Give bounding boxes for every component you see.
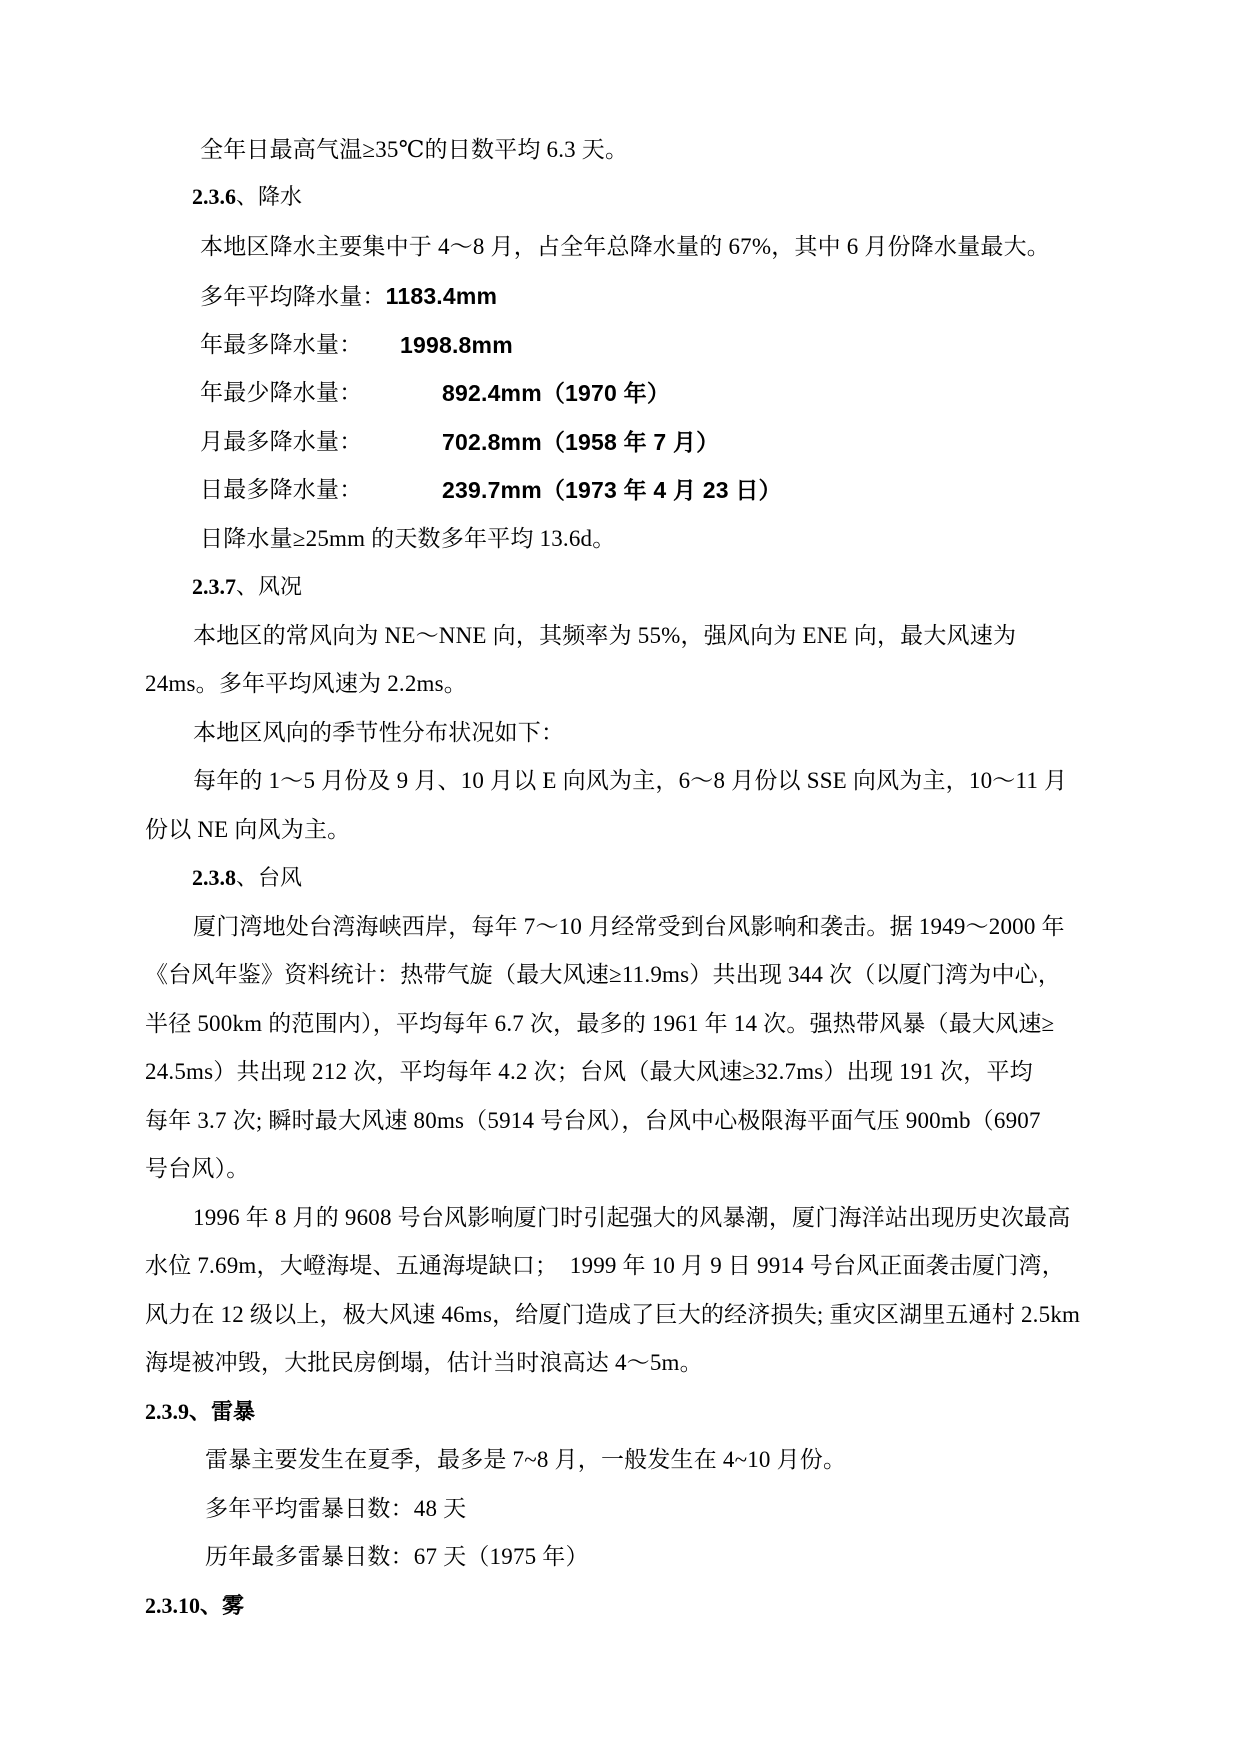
stat-row-max-thunder-days: 历年最多雷暴日数：67 天（1975 年） [205,1544,589,1569]
stat-label: 年最少降水量： [200,380,363,405]
paragraph-hot-days: 全年日最高气温≥35℃的日数平均 6.3 天。 [200,137,629,162]
section-heading-thunderstorm: 2.3.9、雷暴 [145,1399,256,1424]
section-heading-typhoon [192,863,302,893]
paragraph-typhoon-line-6: 号台风）。 [145,1156,250,1181]
section-number: 2.3.6 [192,184,236,209]
stat-row-annual-max-precip [200,330,513,360]
stat-row-daily-max-precip [200,475,782,505]
stat-row-monthly-max-precip [200,427,720,457]
stat-value: 702.8mm（1958 年 7 月） [442,429,720,455]
paragraph-wind-line-1: 本地区的常风向为 NE～NNE 向，其频率为 55%，强风向为 ENE 向，最大风速为 [193,623,1017,648]
paragraph-heavy-rain-days: 日降水量≥25mm 的天数多年平均 13.6d。 [200,526,616,551]
section-title: 台风 [258,865,303,890]
stat-label: 日最多降水量： [200,477,363,502]
paragraph-storm-surge-line-1: 1996 年 8 月的 9608 号台风影响厦门时引起强大的风暴潮，厦门海洋站出现历史次最高 [193,1205,1071,1230]
paragraph-wind-seasonal-line-2: 份以 NE 向风为主。 [145,817,351,842]
section-separator: 、 [236,184,259,209]
paragraph-storm-surge-line-3: 风力在 12 级以上，极大风速 46ms，给厦门造成了巨大的经济损失; 重灾区湖里五通村 2.5km [145,1302,1081,1327]
paragraph-typhoon-line-1: 厦门湾地处台湾海峡西岸，每年 7～10 月经常受到台风影响和袭击。据 1949～2000 年 [193,914,1065,939]
section-heading-wind [192,572,302,602]
stat-row-mean-thunder-days: 多年平均雷暴日数：48 天 [205,1496,467,1521]
paragraph-typhoon-line-2: 《台风年鉴》资料统计：热带气旋（最大风速≥11.9ms）共出现 344 次（以厦门湾为中心， [145,962,1062,987]
stat-label: 月最多降水量： [200,429,363,454]
paragraph-typhoon-line-4: 24.5ms）共出现 212 次，平均每年 4.2 次；台风（最大风速≥32.7ms）出现 191 次，平均 [145,1059,1033,1084]
paragraph-storm-surge-line-2: 水位 7.69m，大嶝海堤、五通海堤缺口； 1999 年 10 月 9 日 9914 号台风正面袭击厦门湾， [145,1253,1065,1278]
section-separator: 、 [236,574,259,599]
paragraph-precipitation-summary: 本地区降水主要集中于 4～8 月，占全年总降水量的 67%，其中 6 月份降水量最大。 [200,234,1051,259]
section-heading-fog: 2.3.10、雾 [145,1593,245,1618]
paragraph-storm-surge-line-4: 海堤被冲毁，大批民房倒塌，估计当时浪高达 4～5m。 [145,1350,703,1375]
stat-label: 多年平均降水量： [200,284,386,309]
section-separator: 、 [236,865,259,890]
stat-row-annual-min-precip [200,378,671,408]
stat-value: 1998.8mm [400,332,513,358]
stat-value: 892.4mm（1970 年） [442,380,671,406]
section-number: 2.3.7 [192,574,236,599]
paragraph-thunderstorm-summary: 雷暴主要发生在夏季，最多是 7~8 月，一般发生在 4~10 月份。 [205,1447,847,1472]
paragraph-wind-seasonal-line-1: 每年的 1～5 月份及 9 月、10 月以 E 向风为主，6～8 月份以 SSE 向风为主，10～11 月 [193,768,1068,793]
stat-value: 1183.4mm [385,283,498,309]
paragraph-typhoon-line-3: 半径 500km 的范围内），平均每年 6.7 次，最多的 1961 年 14 次。强热带风暴（最大风速≥ [145,1011,1055,1036]
section-heading-precipitation [192,182,302,212]
paragraph-typhoon-line-5: 每年 3.7 次; 瞬时最大风速 80ms（5914 号台风），台风中心极限海平面气压 900mb（6907 [145,1108,1041,1133]
section-number: 2.3.8 [192,865,236,890]
paragraph-wind-line-2: 24ms。多年平均风速为 2.2ms。 [145,671,467,696]
stat-row-annual-mean-precip [200,281,497,312]
section-title: 风况 [258,574,303,599]
stat-label: 年最多降水量： [200,332,363,357]
section-title: 降水 [258,184,303,209]
paragraph-wind-seasonal-intro: 本地区风向的季节性分布状况如下： [193,720,565,745]
stat-value: 239.7mm（1973 年 4 月 23 日） [442,477,782,503]
